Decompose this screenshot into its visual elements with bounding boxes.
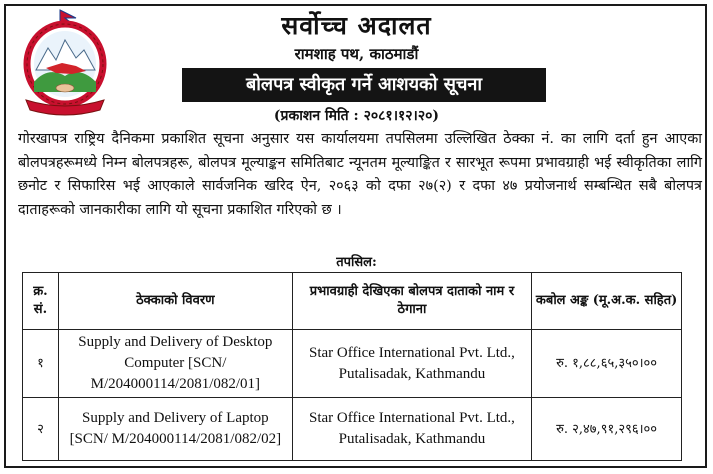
row-amount: रु. २,४७,९१,२९६।००	[532, 398, 682, 461]
bid-table	[22, 272, 682, 461]
column-header-amount: कबोल अङ्क (मू.अ.क. सहित)	[532, 273, 682, 330]
notice-body: गोरखापत्र राष्ट्रिय दैनिकमा प्रकाशित सूचना अनुसार यस कार्यालयमा तपसिलमा उल्लिखित ठेक्का नं. का लागि दर्ता हुन आएका बोलपत्रहरूमध्ये निम्न बोलपत्रहरू, बोलपत्र मूल्याङ्कन समितिबाट न्यूनतम मूल्याङ्कित र सारभूत रूपमा प्रभावग्राही भई स्वीकृतिका लागि छनोट र सिफारिस भई आएकाले सार्वजनिक खरिद ऐन, २०६३ को दफा २७(२) र दफा ४७ प्रयोजनार्थ सम्बन्धित सबै बोलपत्र दाताहरूको जानकारीका लागि यो सूचना प्रकाशित गरिएको छ ।	[18, 131, 702, 218]
table-row	[23, 398, 682, 461]
row-sn: १	[23, 330, 59, 398]
table-header-row	[23, 273, 682, 330]
row-description: Supply and Delivery of Desktop Computer [SCN/ M/204000114/2081/082/01]	[58, 330, 292, 398]
court-address: रामशाह पथ, काठमाडौं	[294, 45, 419, 63]
row-description: Supply and Delivery of Laptop [SCN/ M/204000114/2081/082/02]	[58, 398, 292, 461]
column-header-description: ठेक्काको विवरण	[58, 273, 292, 330]
row-bidder: Star Office International Pvt. Ltd., Putalisadak, Kathmandu	[292, 330, 531, 398]
notice-title: बोलपत्र स्वीकृत गर्ने आशयको सूचना	[182, 68, 546, 102]
column-header-sn: क्र. सं.	[23, 273, 59, 330]
publication-date: (प्रकाशन मिति : २०८१।१२।२०)	[273, 108, 440, 124]
column-header-bidder: प्रभावग्राही देखिएका बोलपत्र दाताको नाम र ठेगाना	[292, 273, 531, 330]
table-row	[23, 330, 682, 398]
row-bidder: Star Office International Pvt. Ltd., Putalisadak, Kathmandu	[292, 398, 531, 461]
court-name: सर्वोच्च अदालत	[281, 11, 432, 40]
details-label: तपसिल:	[336, 255, 377, 270]
row-amount: रु. १,८८,६५,३५०।००	[532, 330, 682, 398]
row-sn: २	[23, 398, 59, 461]
